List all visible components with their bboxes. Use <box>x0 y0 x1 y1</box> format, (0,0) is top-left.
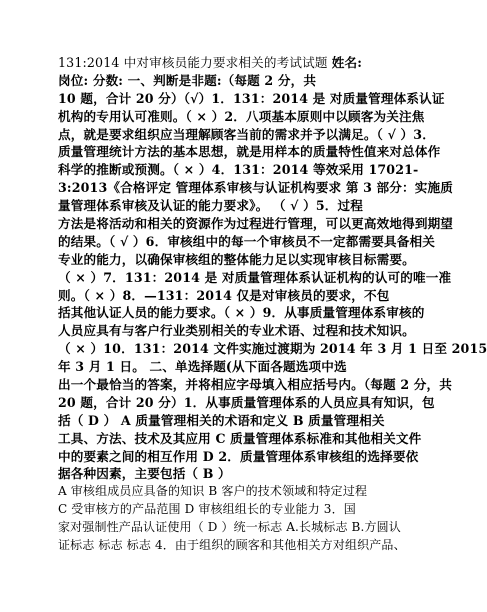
text-line: 3:2013《合格评定 管理体系审核与认证机构要求 第 3 部分：实施质 <box>58 180 454 196</box>
name-label: 姓名: <box>331 55 363 70</box>
text-line: 家对强制性产品认证使用（ D ）统一标志 A.长城标志 B.方圆认 <box>58 520 401 535</box>
text-line: 专业的能力，以确保审核组的整体能力足以实现审核目标需要。 <box>58 251 415 267</box>
text-line: A 审核组成员应具备的知识 B 客户的技术领域和特定过程 <box>58 484 368 499</box>
text-line: 方法是将活动和相关的资源作为过程进行管理，可以更高效地得到期望 <box>58 216 454 232</box>
text-line: （ × ）7．131：2014 是 对质量管理体系认证机构的认可的唯一准 <box>58 269 452 285</box>
text-line: 据各种因素，主要包括（ B ） <box>58 466 231 482</box>
text-line: 中的要素之间的相互作用 D 2．质量管理体系审核组的选择要依 <box>58 448 419 464</box>
text-line: 10 题，合计 20 分）（√）1．131：2014 是 对质量管理体系认证 <box>58 90 445 106</box>
text-line: 科学的推断或预测。（ × ）4．131：2014 等效采用 17021- <box>58 162 419 178</box>
text-line: 则。（ × ）8．—131：2014 仅是对审核员的要求，不包 <box>58 287 390 303</box>
question-body <box>58 72 487 483</box>
text-line: 出一个最恰当的答案，并将相应字母填入相应括号内。（每题 2 分，共 <box>58 377 452 393</box>
text-line: 年 3 月 1 日。 二、单选择题(从下面各题选项中选 <box>58 359 347 375</box>
text-line: C 受审核方的产品范围 D 审核组组长的专业能力 3．国 <box>58 502 356 517</box>
text-line: 括（ D ） A 质量管理相关的术语和定义 B 质量管理相关 <box>58 412 385 428</box>
text-line: 点，就是要求组织应当理解顾客当前的需求并予以满足。（ √ ）3． <box>58 126 435 142</box>
document-body <box>58 54 487 555</box>
text-line: 岗位: 分数: 一、判断是非题:（每题 2 分，共 <box>58 72 317 88</box>
document-title: 131:2014 中对审核员能力要求相关的考试试题 <box>58 55 328 70</box>
text-line: 证标志 标志 标志 4．由于组织的顾客和其他相关方对组织产品、 <box>58 538 406 553</box>
text-line: 质量管理统计方法的基本思想，就是用样本的质量特性值来对总体作 <box>58 144 441 160</box>
question-tail <box>58 483 418 555</box>
text-line: 人员应具有与客户行业类别相关的专业术语、过程和技术知识。 <box>58 323 415 339</box>
text-line: 的结果。（ √ ）6．审核组中的每一个审核员不一定都需要具备相关 <box>58 233 435 249</box>
text-line: 括其他认证人员的能力要求。（ × ）9．从事质量管理体系审核的 <box>58 305 425 321</box>
text-line: 20 题，合计 20 分）1．从事质量管理体系的人员应具有知识，包 <box>58 394 435 410</box>
text-line: 机构的专用认可准则。（ × ）2．八项基本原则中以顾客为关注焦 <box>58 108 425 124</box>
text-line: （ × ）10．131：2014 文件实施过渡期为 2014 年 3 月 1 日至 2015 <box>58 341 487 357</box>
text-line: 工具、方法、技术及其应用 C 质量管理体系标准和其他相关文件 <box>58 430 422 446</box>
document-title-line <box>58 54 418 72</box>
text-line: 量管理体系审核及认证的能力要求》。 （ √ ）5．过程 <box>58 198 364 214</box>
